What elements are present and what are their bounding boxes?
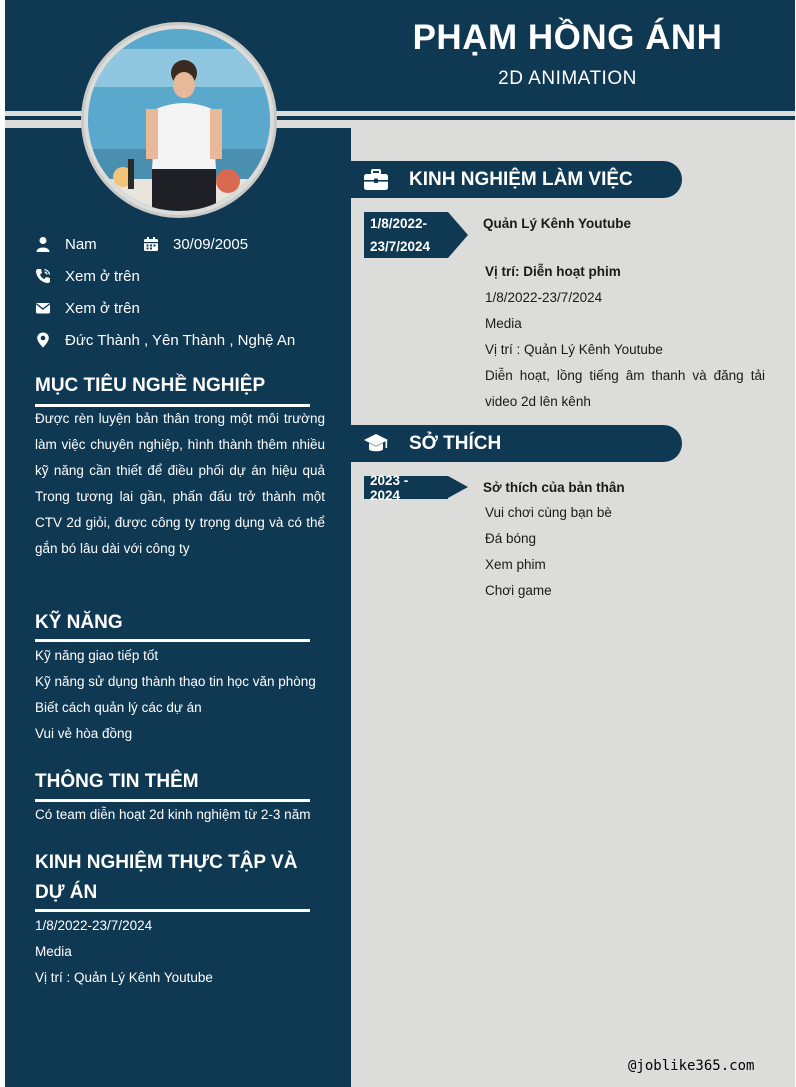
phone-icon bbox=[35, 268, 51, 284]
internship-line: 1/8/2022-23/7/2024 bbox=[35, 918, 153, 933]
skill-item: Vui vẻ hòa đồng bbox=[35, 726, 133, 741]
work-section-header bbox=[351, 161, 682, 198]
candidate-title: 2D ANIMATION bbox=[498, 68, 637, 89]
work-section-title: KINH NGHIỆM LÀM VIỆC bbox=[409, 168, 633, 190]
avatar bbox=[88, 29, 270, 211]
briefcase-icon bbox=[363, 167, 389, 193]
internship-rule bbox=[35, 909, 310, 912]
skills-heading: KỸ NĂNG bbox=[35, 612, 123, 633]
work-description: Diễn hoạt, lồng tiếng âm thanh và đăng tải video 2d lên kênh bbox=[485, 368, 765, 409]
internship-details bbox=[35, 913, 325, 991]
birthday-value: 30/09/2005 bbox=[173, 235, 249, 253]
internship-heading-line1: KINH NGHIỆM THỰC TẬP VÀ bbox=[35, 852, 298, 873]
extra-text: Có team diễn hoạt 2d kinh nghiệm từ 2-3 năm bbox=[35, 807, 311, 822]
internship-line: Vị trí : Quản Lý Kênh Youtube bbox=[35, 970, 213, 985]
work-date-tag bbox=[364, 212, 448, 258]
contact-address bbox=[35, 329, 295, 351]
graduation-cap-icon bbox=[363, 431, 389, 457]
work-date-tag-arrow bbox=[448, 212, 468, 258]
calendar-icon bbox=[143, 236, 159, 252]
gender-value: Nam bbox=[65, 235, 97, 253]
work-date-start: 1/8/2022- bbox=[370, 216, 428, 231]
work-line: Media bbox=[485, 316, 522, 331]
work-line: Vị trí : Quản Lý Kênh Youtube bbox=[485, 342, 663, 357]
hobby-item: Xem phim bbox=[485, 557, 546, 572]
hobbies-list bbox=[485, 500, 765, 604]
location-icon bbox=[35, 332, 51, 348]
hobbies-section-header bbox=[351, 425, 682, 462]
watermark: @joblike365.com bbox=[628, 1058, 755, 1074]
work-position: Vị trí: Diễn hoạt phim bbox=[485, 264, 621, 279]
skills-rule bbox=[35, 639, 310, 642]
cv-page bbox=[5, 0, 795, 1087]
hobbies-section-title: SỞ THÍCH bbox=[409, 432, 502, 454]
candidate-name: PHẠM HỒNG ÁNH bbox=[412, 18, 723, 57]
extra-heading: THÔNG TIN THÊM bbox=[35, 771, 199, 792]
address-value: Đức Thành , Yên Thành , Nghệ An bbox=[65, 331, 296, 349]
skills-list bbox=[35, 643, 325, 747]
contact-email bbox=[35, 297, 140, 319]
avatar-photo bbox=[88, 29, 270, 211]
hobby-item: Vui chơi cùng bạn bè bbox=[485, 505, 612, 520]
contact-phone bbox=[35, 265, 140, 287]
sidebar bbox=[5, 128, 351, 1087]
work-heading: Quản Lý Kênh Youtube bbox=[483, 216, 632, 231]
internship-heading-line2: DỰ ÁN bbox=[35, 882, 98, 903]
skill-item: Kỹ năng sử dụng thành thạo tin học văn phòng bbox=[35, 674, 316, 689]
email-value: Xem ở trên bbox=[65, 299, 140, 317]
skill-item: Kỹ năng giao tiếp tốt bbox=[35, 648, 159, 663]
work-line: 1/8/2022-23/7/2024 bbox=[485, 290, 603, 305]
hobby-item: Đá bóng bbox=[485, 531, 537, 546]
work-date-end: 23/7/2024 bbox=[370, 239, 431, 254]
email-icon bbox=[35, 300, 51, 316]
objective-text: Được rèn luyện bản thân trong một môi trường làm việc chuyên nghiệp, hình thành thêm nhiều kỹ năng cần thiết để điều phối dự án hiệu quả Trong tương lai gần, phấn đấu trở thành một CTV 2d giỏi, được công ty trọng dụng và có thể gắn bó lâu dài với công ty bbox=[35, 411, 325, 556]
hobbies-date: 2023 - 2024 bbox=[370, 472, 409, 503]
internship-line: Media bbox=[35, 944, 72, 959]
hobby-item: Chơi game bbox=[485, 583, 552, 598]
contact-birthday bbox=[143, 233, 248, 255]
skill-item: Biết cách quản lý các dự án bbox=[35, 700, 202, 715]
contact-gender bbox=[35, 233, 97, 255]
objective-heading: MỤC TIÊU NGHỀ NGHIỆP bbox=[35, 375, 266, 396]
phone-value: Xem ở trên bbox=[65, 267, 140, 285]
work-details bbox=[485, 259, 765, 415]
internship-heading bbox=[35, 848, 310, 908]
hobbies-date-tag bbox=[364, 472, 448, 503]
hobbies-heading: Sở thích của bản thân bbox=[483, 480, 625, 495]
hobbies-date-tag-arrow bbox=[448, 476, 468, 498]
user-icon bbox=[35, 236, 51, 252]
